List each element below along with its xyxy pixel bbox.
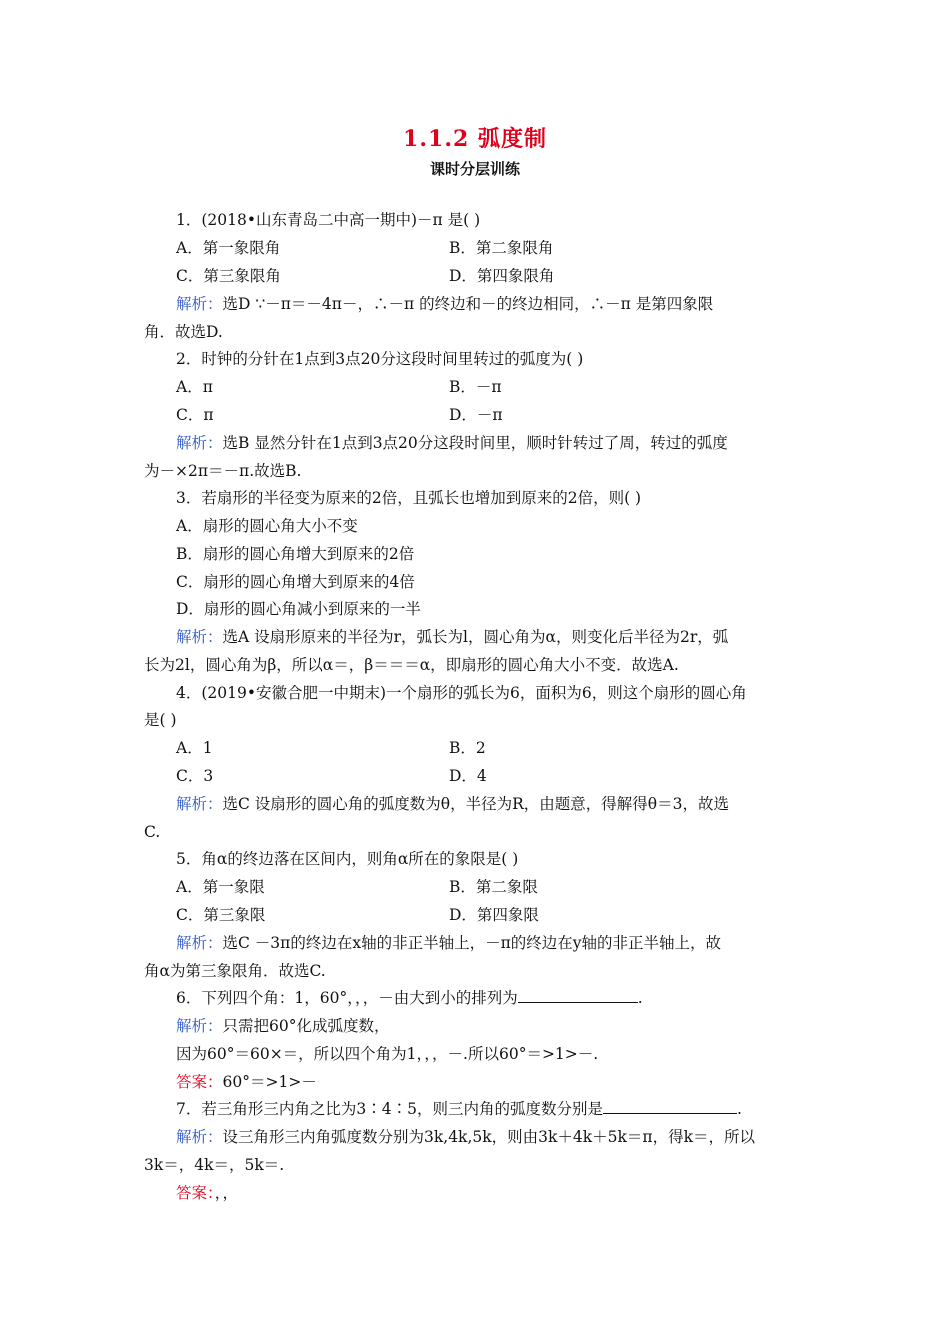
- stem-text: 6．下列四个角：1，60°，，，－由大到小的排列为: [176, 989, 518, 1007]
- analysis-label: 解析：: [176, 1017, 223, 1035]
- q5-option-c: C．第三象限: [176, 906, 266, 924]
- question-2-stem: 2．时钟的分针在1点到3点20分这段时间里转过的弧度为( ): [176, 350, 584, 368]
- q5-option-a: A．第一象限: [176, 878, 265, 896]
- answer-blank: [603, 1098, 737, 1114]
- q1-analysis: [176, 292, 842, 316]
- q1-option-d: D．第四象限角: [449, 267, 555, 285]
- stem-text: 7．若三角形三内角之比为3∶4∶5，则三内角的弧度数分别是: [176, 1100, 603, 1118]
- q3-analysis: [176, 625, 842, 649]
- q1-option-b: B．第二象限角: [449, 239, 554, 257]
- q2-option-a: A．π: [176, 378, 213, 396]
- question-4-stem-cont: 是( ): [144, 711, 177, 729]
- question-1-stem: 1．(2018•山东青岛二中高一期中)－π 是( ): [176, 211, 481, 229]
- analysis-label: 解析：: [176, 434, 223, 452]
- q4-option-d: D．4: [449, 767, 487, 785]
- q6-analysis-cont: 因为60°＝60×＝，所以四个角为1，，，－.所以60°＝>1>－.: [176, 1045, 599, 1063]
- question-3-stem: 3．若扇形的半径变为原来的2倍，且弧长也增加到原来的2倍，则( ): [176, 489, 642, 507]
- answer-label: 答案：: [176, 1073, 223, 1091]
- analysis-text: 选A 设扇形原来的半径为r，弧长为l，圆心角为α，则变化后半径为2r，弧: [222, 628, 729, 646]
- q6-answer: [176, 1070, 842, 1094]
- analysis-text: 只需把60°化成弧度数，: [222, 1017, 390, 1035]
- analysis-label: 解析：: [176, 295, 223, 313]
- q4-option-a: A．1: [176, 739, 213, 757]
- q1-option-a: A．第一象限角: [176, 239, 281, 257]
- q3-option-c: C．扇形的圆心角增大到原来的4倍: [176, 573, 415, 591]
- answer-text: ，，: [214, 1184, 239, 1202]
- q2-option-b: B．－π: [449, 378, 502, 396]
- q3-analysis-cont: 长为2l，圆心角为β，所以α＝，β＝＝＝α，即扇形的圆心角大小不变．故选A.: [144, 656, 679, 674]
- analysis-label: 解析：: [176, 795, 223, 813]
- stem-end: .: [736, 1100, 742, 1118]
- page-title: 1.1.2 弧度制: [403, 126, 547, 152]
- q2-analysis-cont: 为－×2π＝－π.故选B.: [144, 462, 302, 480]
- q7-analysis-cont: 3k＝，4k＝，5k＝.: [144, 1156, 285, 1174]
- analysis-label: 解析：: [176, 628, 223, 646]
- q5-option-b: B．第二象限: [449, 878, 538, 896]
- q4-analysis-cont: C.: [144, 823, 161, 841]
- page-subtitle: 课时分层训练: [429, 160, 520, 178]
- q5-analysis: [176, 931, 842, 955]
- analysis-text: 选B 显然分针在1点到3点20分这段时间里，顺时针转过了周，转过的弧度: [222, 434, 728, 452]
- q3-option-a: A．扇形的圆心角大小不变: [176, 517, 358, 535]
- q4-option-c: C．3: [176, 767, 214, 785]
- q5-analysis-cont: 角α为第三象限角．故选C.: [144, 962, 326, 980]
- stem-end: .: [637, 989, 643, 1007]
- question-5-stem: 5．角α的终边落在区间内，则角α所在的象限是( ): [176, 850, 519, 868]
- q7-answer: [176, 1181, 842, 1205]
- answer-label: 答案：: [176, 1184, 215, 1202]
- q4-analysis: [176, 792, 842, 816]
- q3-option-b: B．扇形的圆心角增大到原来的2倍: [176, 545, 415, 563]
- q2-option-d: D．－π: [449, 406, 503, 424]
- q5-option-d: D．第四象限: [449, 906, 539, 924]
- q7-analysis: [176, 1125, 842, 1149]
- analysis-text: 选C 设扇形的圆心角的弧度数为θ，半径为R，由题意，得解得θ＝3，故选: [222, 795, 729, 813]
- answer-text: 60°＝>1>－: [222, 1073, 317, 1091]
- q2-analysis: [176, 431, 842, 455]
- analysis-label: 解析：: [176, 934, 223, 952]
- q1-analysis-cont: 角．故选D.: [144, 323, 223, 341]
- answer-blank: [518, 987, 638, 1003]
- q6-analysis: [176, 1014, 842, 1038]
- analysis-label: 解析：: [176, 1128, 223, 1146]
- q2-option-c: C．π: [176, 406, 214, 424]
- question-7-stem: [176, 1097, 842, 1121]
- q1-option-c: C．第三象限角: [176, 267, 281, 285]
- q4-option-b: B．2: [449, 739, 486, 757]
- q3-option-d: D．扇形的圆心角减小到原来的一半: [176, 600, 421, 618]
- question-4-stem: 4．(2019•安徽合肥一中期末)一个扇形的弧长为6，面积为6，则这个扇形的圆心角: [176, 684, 747, 702]
- analysis-text: 设三角形三内角弧度数分别为3k,4k,5k，则由3k＋4k＋5k＝π，得k＝，所以: [222, 1128, 755, 1146]
- analysis-text: 选C －3π的终边在x轴的非正半轴上，－π的终边在y轴的非正半轴上，故: [222, 934, 722, 952]
- question-6-stem: [176, 986, 842, 1010]
- analysis-text: 选D ∵－π＝－4π－，∴－π 的终边和－的终边相同，∴－π 是第四象限: [222, 295, 714, 313]
